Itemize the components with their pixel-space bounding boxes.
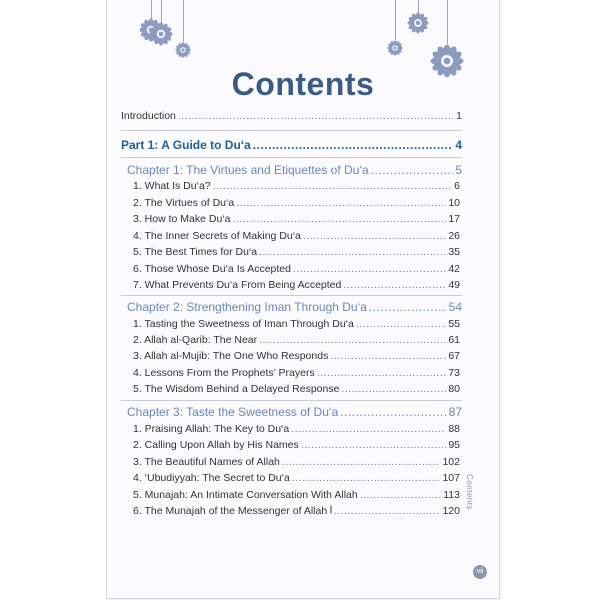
- toc-entry-page: 113: [443, 489, 460, 501]
- toc-entry[interactable]: [133, 383, 460, 395]
- book-page: [106, 0, 500, 599]
- toc-entry-label: 5. The Best Times for Du‘a: [133, 246, 258, 258]
- toc-entry-page: 80: [448, 383, 460, 395]
- dot-leader: [340, 405, 446, 419]
- toc-entry[interactable]: [133, 263, 460, 275]
- dot-leader: [259, 334, 446, 346]
- toc-entry-page: 107: [442, 472, 460, 484]
- running-header: Contents: [465, 474, 474, 511]
- toc-entry-page: 95: [448, 439, 460, 451]
- toc-entry-page: 88: [448, 423, 460, 435]
- toc-entry[interactable]: [133, 505, 460, 517]
- dot-leader: [356, 318, 446, 330]
- toc-entry-label: 2. The Virtues of Du‘a: [133, 197, 235, 209]
- toc-entry-page: 6: [454, 180, 460, 192]
- toc-entry-label: 4. ‘Ubudiyyah: The Secret to Du‘a: [133, 472, 290, 484]
- toc-entry-page: 42: [448, 263, 460, 275]
- toc-entry-label: 3. The Beautiful Names of Allah: [133, 456, 280, 468]
- toc-entry-page: 4: [455, 138, 462, 152]
- toc-entry-label: 3. How to Make Du‘a: [133, 213, 231, 225]
- page-number: vii: [473, 565, 487, 579]
- toc-entry-page: 1: [456, 110, 462, 122]
- dot-leader: [360, 489, 442, 501]
- flower-ornament-icon: [149, 22, 173, 46]
- flower-ornament-icon: [387, 40, 403, 56]
- toc-entry[interactable]: [133, 230, 460, 242]
- toc-entry-label: 4. Lessons From the Prophets’ Prayers: [133, 367, 315, 379]
- toc-entry[interactable]: [133, 180, 460, 192]
- toc-entry-page: 55: [448, 318, 460, 330]
- dot-leader: [301, 439, 447, 451]
- toc-entry-label: 6. Those Whose Du‘a Is Accepted: [133, 263, 291, 275]
- toc-entry[interactable]: [133, 279, 460, 291]
- toc-entry[interactable]: [133, 350, 460, 362]
- toc-entry-page: 49: [448, 279, 460, 291]
- toc-entry[interactable]: [133, 334, 460, 346]
- divider: [121, 130, 462, 131]
- toc-entry-label: Chapter 1: The Virtues and Etiquettes of Du‘a: [127, 163, 369, 177]
- toc-entry[interactable]: [133, 456, 460, 468]
- dot-leader: [236, 197, 446, 209]
- dot-leader: [259, 246, 446, 258]
- toc-entry-label: Chapter 2: Strengthening Iman Through Du‘a: [127, 300, 367, 314]
- dot-leader: [291, 423, 446, 435]
- toc-entry-label: 1. Praising Allah: The Key to Du‘a: [133, 423, 290, 435]
- toc-entry[interactable]: [133, 367, 460, 379]
- toc-entry-label: 2. Allah al-Qarib: The Near: [133, 334, 258, 346]
- toc-entry[interactable]: [133, 246, 460, 258]
- dot-leader: [369, 300, 447, 314]
- toc-entry[interactable]: [133, 197, 460, 209]
- divider: [121, 400, 462, 401]
- toc-entry-label: Introduction: [121, 110, 176, 122]
- toc-entry-page: 61: [448, 334, 460, 346]
- divider: [121, 295, 462, 296]
- ornament-left-small: [175, 0, 191, 60]
- toc-entry[interactable]: [133, 439, 460, 451]
- dot-leader: [334, 505, 441, 517]
- toc-entry-label: 1. What Is Du‘a?: [133, 180, 211, 192]
- dot-leader: [317, 367, 447, 379]
- toc-entry-label: 5. Munajah: An Intimate Conversation With Allah: [133, 489, 358, 501]
- toc-entry-label: 3. Allah al-Mujib: The One Who Responds: [133, 350, 329, 362]
- toc-entry[interactable]: [133, 489, 460, 501]
- toc-entry-chapter-1[interactable]: [127, 163, 462, 177]
- dot-leader: [343, 279, 446, 291]
- dot-leader: [282, 456, 441, 468]
- toc-entry-page: 67: [448, 350, 460, 362]
- page-title: Contents: [231, 66, 375, 102]
- toc-entry-label: Chapter 3: Taste the Sweetness of Du‘a: [127, 405, 339, 419]
- toc-entry[interactable]: [133, 423, 460, 435]
- dot-leader: [232, 213, 446, 225]
- toc-entry-page: 5: [455, 163, 462, 177]
- toc-entry-label: 5. The Wisdom Behind a Delayed Response: [133, 383, 340, 395]
- toc-entry-label: 7. What Prevents Du‘a From Being Accepted: [133, 279, 342, 291]
- toc-entry-page: 87: [448, 405, 462, 419]
- toc-entry-chapter-3[interactable]: [127, 405, 462, 419]
- toc-entry-page: 102: [442, 456, 460, 468]
- toc-entry[interactable]: [133, 213, 460, 225]
- toc-entry-chapter-2[interactable]: [127, 300, 462, 314]
- toc-entry-introduction[interactable]: [121, 110, 462, 122]
- flower-ornament-icon: [407, 12, 429, 34]
- toc-entry[interactable]: [133, 472, 460, 484]
- toc-entry-page: 54: [448, 300, 462, 314]
- dot-leader: [253, 138, 454, 152]
- dot-leader: [341, 383, 446, 395]
- divider: [121, 157, 462, 158]
- dot-leader: [293, 263, 446, 275]
- toc-entry-label: 6. The Munajah of the Messenger of Allah: [133, 505, 328, 517]
- salawat-symbol-icon: [330, 505, 332, 514]
- toc-entry-label: 4. The Inner Secrets of Making Du‘a: [133, 230, 301, 242]
- flower-ornament-icon: [175, 42, 191, 58]
- toc-entry-label: 1. Tasting the Sweetness of Iman Through Du‘a: [133, 318, 354, 330]
- toc-entry-label: Part 1: A Guide to Du‘a: [121, 138, 251, 152]
- dot-leader: [371, 163, 454, 177]
- toc-entry-page: 35: [448, 246, 460, 258]
- toc-entry-label: 2. Calling Upon Allah by His Names: [133, 439, 299, 451]
- ornament-right-small: [387, 0, 403, 60]
- toc-entry-page: 73: [448, 367, 460, 379]
- dot-leader: [303, 230, 446, 242]
- toc-entry-page: 17: [448, 213, 460, 225]
- ornament-right-medium: [407, 0, 429, 40]
- dot-leader: [213, 180, 453, 192]
- ornament-top-left: [149, 0, 173, 48]
- dot-leader: [292, 472, 441, 484]
- dot-leader: [330, 350, 446, 362]
- toc-entry-page: 10: [448, 197, 460, 209]
- toc-entry-page: 26: [448, 230, 460, 242]
- toc-entry-page: 120: [442, 505, 460, 517]
- toc-entry-part-1[interactable]: [121, 138, 462, 152]
- toc-entry[interactable]: [133, 318, 460, 330]
- dot-leader: [178, 110, 454, 122]
